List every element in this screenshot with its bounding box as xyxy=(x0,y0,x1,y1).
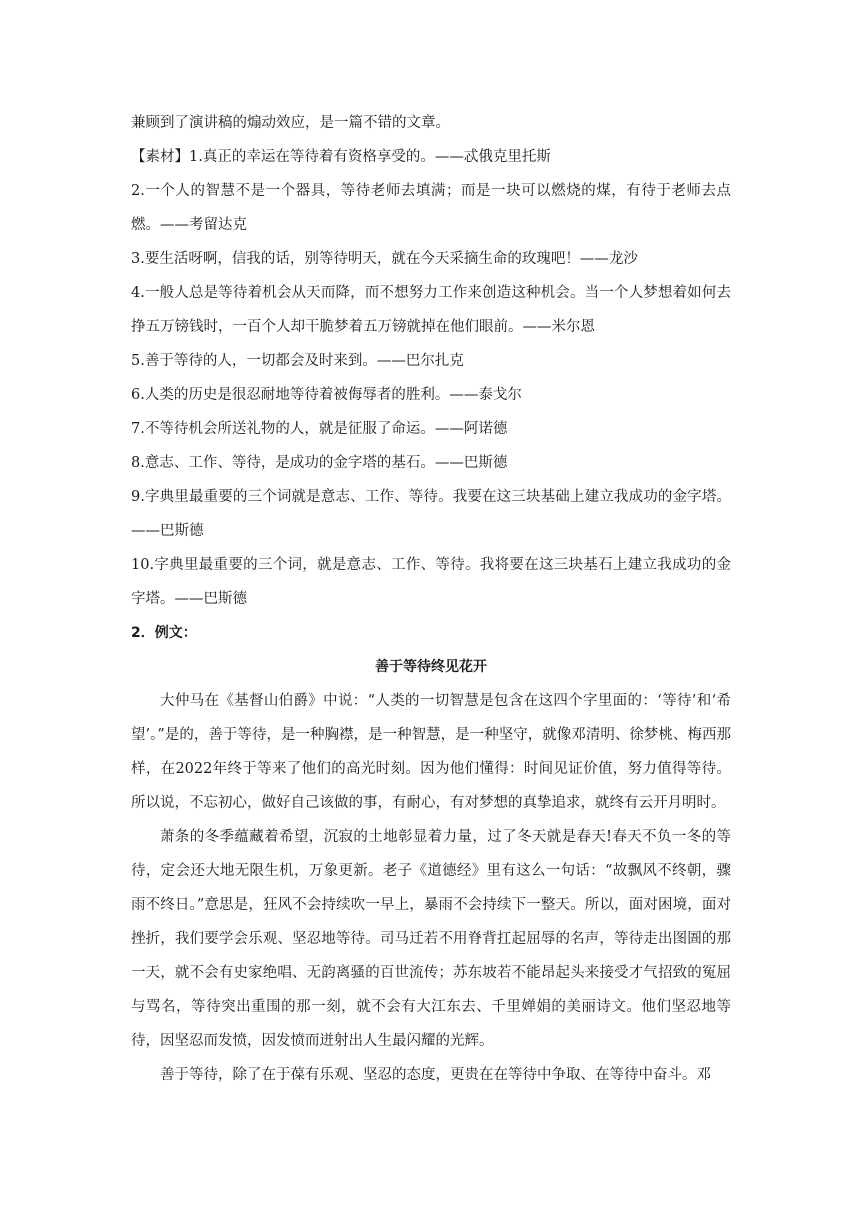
text-line: 兼顾到了演讲稿的煽动效应，是一篇不错的文章。 xyxy=(131,115,450,131)
essay-paragraph-1: 大仲马在《基督山伯爵》中说：“人类的一切智慧是包含在这四个字里面的：‘等待’和‘希望’。”是的，善于等待，是一种胸襟，是一种智慧，是一种坚守，就像邓清明、徐梦桃、梅西那样，在2022年终于等来了他们的高光时刻。因为他们懂得：时间见证价值，努力值得等待。所以说，不忘初心，做好自己该做的事，有耐心，有对梦想的真挚追求，就终有云开月明时。 xyxy=(131,693,731,811)
quote-9: 9.字典里最重要的三个词就是意志、工作、等待。我要在这三块基础上建立我成功的金字塔。——巴斯德 xyxy=(131,489,731,539)
essay-paragraph-3: 善于等待，除了在于葆有乐观、坚忍的态度，更贵在在等待中争取、在等待中奋斗。邓 xyxy=(160,1067,711,1083)
quote-2: 2.一个人的智慧不是一个器具，等待老师去填满；而是一块可以燃烧的煤，有待于老师去点燃。——考留达克 xyxy=(131,183,731,233)
document-content xyxy=(131,106,731,1092)
quote-10: 10.字典里最重要的三个词，就是意志、工作、等待。我将要在这三块基石上建立我成功的金字塔。——巴斯德 xyxy=(131,557,731,607)
quote-8: 8.意志、工作、等待，是成功的金字塔的基石。——巴斯德 xyxy=(131,455,508,471)
material-heading-line: 【素材】1.真正的幸运在等待着有资格享受的。——忒俄克里托斯 xyxy=(131,149,551,165)
quote-5: 5.善于等待的人，一切都会及时来到。——巴尔扎克 xyxy=(131,353,464,369)
essay-title: 善于等待终见花开 xyxy=(375,659,487,675)
quote-4: 4.一般人总是等待着机会从天而降，而不想努力工作来创造这种机会。当一个人梦想着如何去挣五万镑钱时，一百个人却干脆梦着五万镑就掉在他们眼前。——米尔恩 xyxy=(131,285,731,335)
quote-3: 3.要生活呀啊，信我的话，别等待明天，就在今天采摘生命的玫瑰吧！——龙沙 xyxy=(131,251,638,267)
example-heading: 2．例文： xyxy=(131,625,197,641)
quote-7: 7.不等待机会所送礼物的人，就是征服了命运。——阿诺德 xyxy=(131,421,508,437)
essay-paragraph-2: 萧条的冬季蕴藏着希望，沉寂的土地彰显着力量，过了冬天就是春天!春天不负一冬的等待，定会还大地无限生机，万象更新。老子《道德经》里有这么一句话：“故飘风不终朝，骤雨不终日。”意思是，狂风不会持续吹一早上，暴雨不会持续下一整天。所以，面对困境，面对挫折，我们要学会乐观、坚忍地等待。司马迁若不用脊背扛起屈辱的名声，等待走出图圄的那一天，就不会有史家绝唱、无韵离骚的百世流传；苏东坡若不能昂起头来接受才气招致的冤屈与骂名，等待突出重围的那一刻，就不会有大江东去、千里婵娟的美丽诗文。他们坚忍地等待，因坚忍而发愤，因发愤而迸射出人生最闪耀的光辉。 xyxy=(131,829,731,1049)
quote-6: 6.人类的历史是很忍耐地等待着被侮辱者的胜利。——泰戈尔 xyxy=(131,387,522,403)
